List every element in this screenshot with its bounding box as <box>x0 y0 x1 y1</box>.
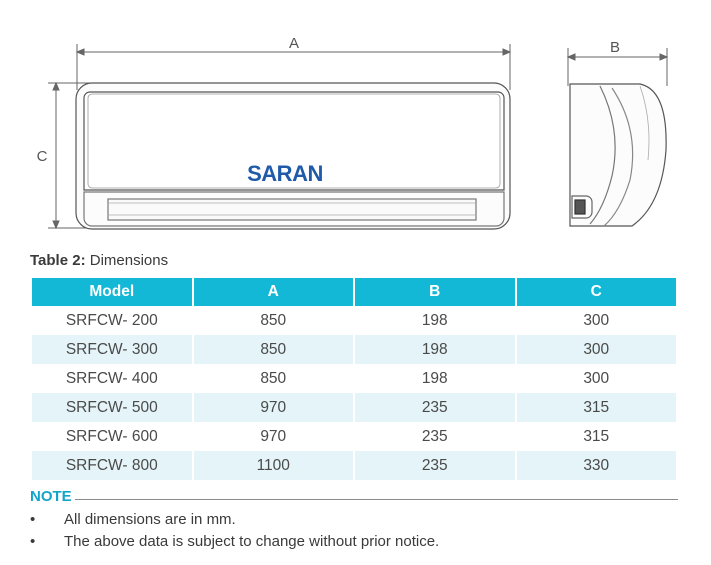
cell-b: 198 <box>355 335 515 364</box>
table-header-row <box>32 278 676 306</box>
list-item <box>30 531 439 553</box>
cell-model: SRFCW- 500 <box>32 393 192 422</box>
bullet-icon: • <box>30 533 36 550</box>
header-b: B <box>355 278 515 306</box>
cell-a: 850 <box>260 369 287 387</box>
cell-b: 198 <box>421 369 448 387</box>
cell-c: 315 <box>583 427 610 445</box>
cell-a: 970 <box>194 393 354 422</box>
cell-b: 235 <box>421 427 448 445</box>
note-header <box>30 488 680 508</box>
header-model: Model <box>32 278 192 306</box>
cell-c: 300 <box>583 311 610 329</box>
dimensions-table <box>30 278 678 480</box>
front-view-unit <box>76 83 510 229</box>
note-divider <box>75 499 678 500</box>
table-row <box>32 451 676 480</box>
cell-model: SRFCW- 400 <box>65 369 158 387</box>
cell-a: 970 <box>260 427 287 445</box>
unit-dimension-drawing <box>0 0 711 245</box>
table-caption-label: Table 2: <box>30 252 86 269</box>
cell-a: 1100 <box>194 451 354 480</box>
cell-model: SRFCW- 200 <box>65 311 158 329</box>
cell-c: 330 <box>517 451 677 480</box>
side-view-unit <box>570 84 666 226</box>
header-a: A <box>194 278 354 306</box>
cell-c: 315 <box>517 393 677 422</box>
cell-a: 850 <box>194 335 354 364</box>
dimension-a-label: A <box>288 35 300 52</box>
note-item-text: All dimensions are in mm. <box>64 511 236 528</box>
bullet-icon: • <box>30 511 36 528</box>
table-row <box>32 422 676 451</box>
cell-model: SRFCW- 600 <box>65 427 158 445</box>
table-row <box>32 364 676 393</box>
table-row <box>32 393 676 422</box>
table-row <box>32 306 676 335</box>
list-item <box>30 509 439 531</box>
table-row <box>32 335 676 364</box>
brand-logo: SARAN <box>247 161 323 186</box>
cell-c: 300 <box>583 369 610 387</box>
header-c: C <box>517 278 677 306</box>
cell-a: 850 <box>260 311 287 329</box>
note-item-text: The above data is subject to change without prior notice. <box>64 533 440 550</box>
cell-b: 235 <box>355 393 515 422</box>
note-title: NOTE <box>30 488 72 505</box>
dimension-c-label: C <box>36 148 48 165</box>
table-caption <box>30 252 168 269</box>
note-list <box>30 509 439 553</box>
cell-model: SRFCW- 300 <box>32 335 192 364</box>
cell-b: 198 <box>421 311 448 329</box>
table-caption-text: Dimensions <box>89 252 169 269</box>
cell-c: 300 <box>517 335 677 364</box>
dimension-b-label: B <box>609 39 621 56</box>
cell-model: SRFCW- 800 <box>32 451 192 480</box>
cell-b: 235 <box>355 451 515 480</box>
